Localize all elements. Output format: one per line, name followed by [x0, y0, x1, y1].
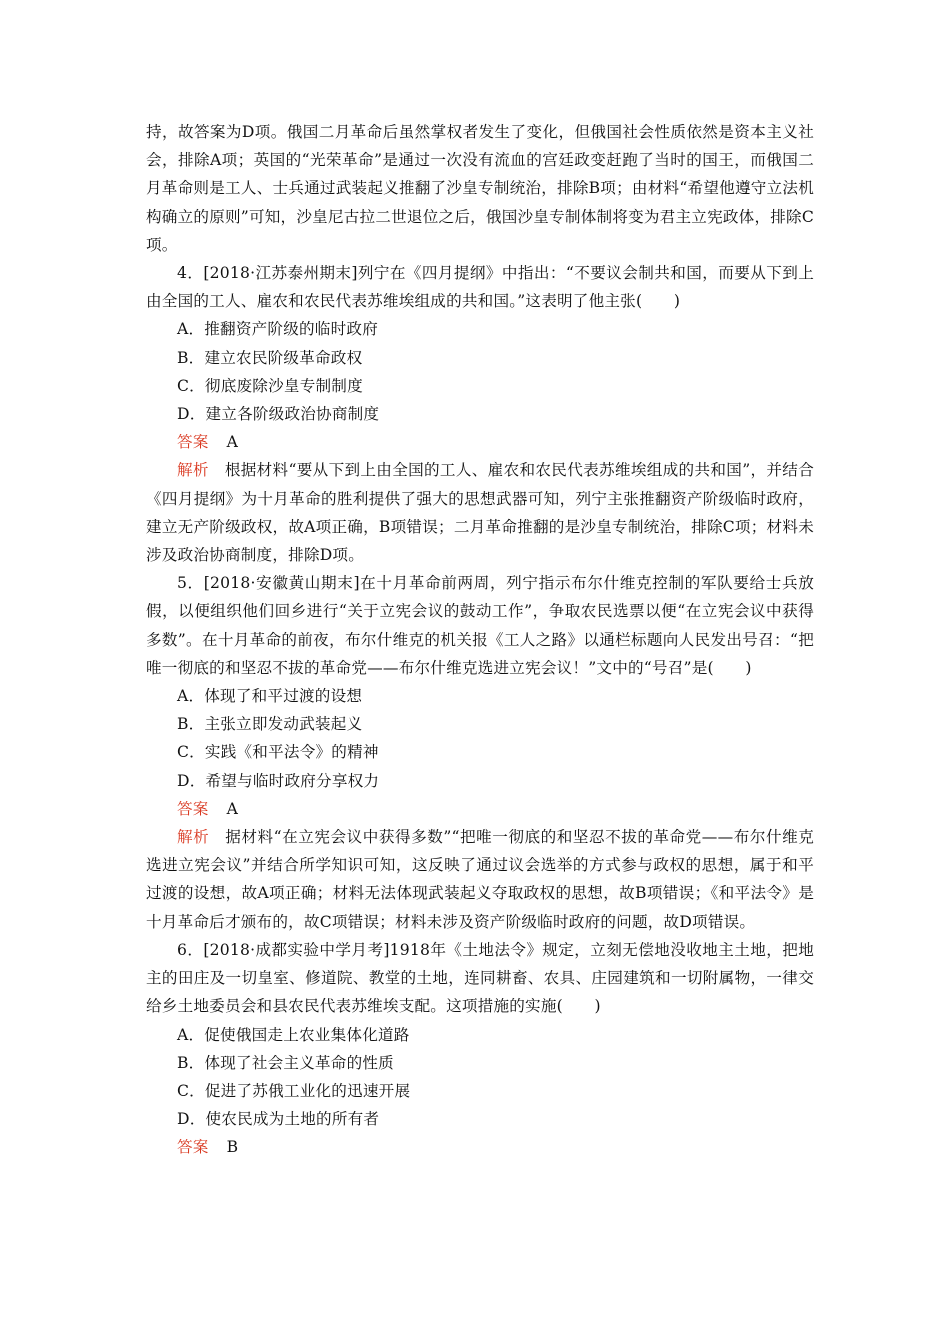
question-4-analysis: [146, 456, 814, 569]
question-4-option-a: A．推翻资产阶级的临时政府: [177, 320, 378, 339]
question-6-option-a: A．促使俄国走上农业集体化道路: [177, 1025, 410, 1044]
document-content: [146, 118, 814, 1162]
question-4-stem: 4．[2018·江苏泰州期末]列宁在《四月提纲》中指出：“不要议会制共和国，而要从下到上由全国的工人、雇农和农民代表苏维埃组成的共和国。”这表明了他主张( ): [146, 264, 814, 311]
question-4-answer-value: A: [226, 433, 239, 452]
question-5-option-b: B．主张立即发动武装起义: [177, 715, 363, 734]
question-5-option-a: A．体现了和平过渡的设想: [177, 687, 363, 706]
question-5-stem: 5．[2018·安徽黄山期末]在十月革命前两周，列宁指示布尔什维克控制的军队要给士兵放假，以便组织他们回乡进行“关于立宪会议的鼓动工作”，争取农民选票以便“在立宪会议中获得多数”。在十月革命的前夜，布尔什维克的机关报《工人之路》以通栏标题向人民发出号召：“把唯一彻底的和坚忍不拔的革命党——布尔什维克选进立宪会议！”文中的“号召”是( ): [146, 574, 814, 677]
question-5-option-c: C．实践《和平法令》的精神: [177, 743, 379, 762]
question-4-answer: [146, 428, 814, 456]
question-6-option-b: B．体现了社会主义革命的性质: [177, 1053, 394, 1072]
question-5-answer-value: A: [226, 799, 239, 818]
question-6-option-d: D．使农民成为土地的所有者: [177, 1110, 380, 1129]
question-6-answer-value: B: [226, 1138, 239, 1157]
analysis-label: 解析: [177, 828, 210, 847]
answer-label: 答案: [177, 799, 209, 818]
answer-label: 答案: [177, 1138, 209, 1157]
question-5-answer: [146, 795, 814, 823]
analysis-label: 解析: [177, 461, 209, 480]
question-6-option-c: C．促进了苏俄工业化的迅速开展: [177, 1081, 411, 1100]
question-4-option-c: C．彻底废除沙皇专制制度: [177, 376, 363, 395]
question-4-analysis-text: 根据材料“要从下到上由全国的工人、雇农和农民代表苏维埃组成的共和国”，并结合《四月提纲》为十月革命的胜利提供了强大的思想武器可知，列宁主张推翻资产阶级临时政府，建立无产阶级政权，故A项正确，B项错误；二月革命推翻的是沙皇专制统治，排除C项；材料未涉及政治协商制度，排除D项。: [146, 461, 815, 565]
previous-explanation-continuation: 持，故答案为D项。俄国二月革命后虽然掌权者发生了变化，但俄国社会性质依然是资本主义社会，排除A项；英国的“光荣革命”是通过一次没有流血的宫廷政变赶跑了当时的国王，而俄国二月革命则是工人、士兵通过武装起义推翻了沙皇专制统治，排除B项；由材料“希望他遵守立法机构确立的原则”可知，沙皇尼古拉二世退位之后，俄国沙皇专制体制将变为君主立宪政体，排除C项。: [146, 123, 814, 254]
question-5-analysis-text: 据材料“在立宪会议中获得多数”“把唯一彻底的和坚忍不拔的革命党——布尔什维克选进立宪会议”并结合所学知识可知，这反映了通过议会选举的方式参与政权的思想，属于和平过渡的设想，故A项正确；材料无法体现武装起义夺取政权的思想，故B项错误；《和平法令》是十月革命后才颁布的，故C项错误；材料未涉及资产阶级临时政府的问题，故D项错误。: [146, 828, 814, 931]
question-4-option-d: D．建立各阶级政治协商制度: [177, 405, 380, 424]
question-6-answer: [146, 1133, 814, 1161]
question-6-stem: 6．[2018·成都实验中学月考]1918年《土地法令》规定，立刻无偿地没收地主土地，把地主的田庄及一切皇室、修道院、教堂的土地，连同耕畜、农具、庄园建筑和一切附属物，一律交给乡土地委员会和县农民代表苏维埃支配。这项措施的实施( ): [146, 940, 814, 1016]
question-4-option-b: B．建立农民阶级革命政权: [177, 348, 363, 367]
question-5-option-d: D．希望与临时政府分享权力: [177, 771, 380, 790]
question-5-analysis: [146, 823, 814, 936]
answer-label: 答案: [177, 433, 209, 452]
